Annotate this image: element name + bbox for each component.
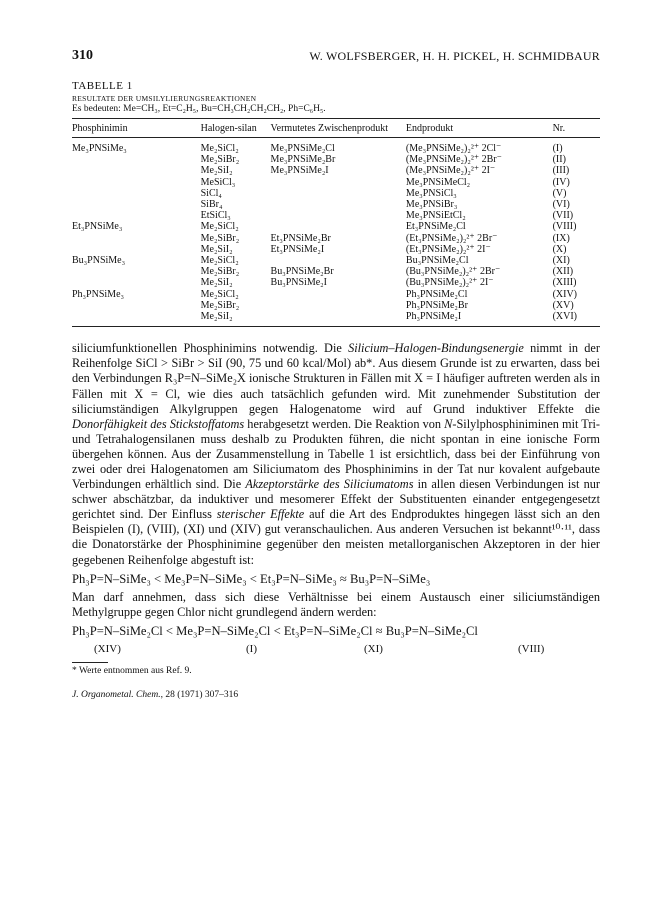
table-cell: (Me₃PNSiMe₂)₂²⁺ 2Cl⁻ xyxy=(405,143,502,154)
compound-label: (XIV) xyxy=(94,643,121,656)
emphasized-text: Akzeptorstärke des Siliciumatoms xyxy=(245,477,414,492)
table-cell: Me₃PNSiMeCl₂ xyxy=(405,176,471,188)
table-cell: Me₂SiI₂ xyxy=(200,277,233,289)
table-cell: Me₂SiCl₂ xyxy=(200,221,239,233)
table-cell: (XII) xyxy=(552,266,574,278)
table-title: TABELLE 1 xyxy=(72,80,133,92)
table-cell xyxy=(271,221,406,232)
table-cell xyxy=(271,289,406,300)
emphasized-text: sterischer Effekte xyxy=(216,507,305,522)
table-cell: Et₃PNSiMe₂Cl xyxy=(405,221,466,233)
table-cell: Me₂SiI₂ xyxy=(200,165,233,177)
table-cell: (II) xyxy=(552,154,566,166)
table-cell: (VII) xyxy=(552,210,574,222)
table-cell: (Bu₃PNSiMe₂)₂²⁺ 2Br⁻ xyxy=(405,266,501,278)
table-cell xyxy=(72,165,201,176)
table-cell: (X) xyxy=(552,243,567,255)
table-cell: Me₃PNSiEtCl₂ xyxy=(405,210,466,222)
table-cell: Me₂SiBr₂ xyxy=(200,232,240,244)
table-cell: (XV) xyxy=(552,299,574,311)
paragraph xyxy=(72,341,600,567)
table-cell xyxy=(72,277,201,288)
table-row xyxy=(72,233,600,244)
table-cell: Me₃PNSiMe₃ xyxy=(72,143,127,154)
table-cell: Me₂SiCl₂ xyxy=(200,143,239,154)
table-row xyxy=(72,266,600,277)
table-cell: (XVI) xyxy=(552,311,578,323)
results-table xyxy=(72,118,600,327)
table-cell xyxy=(72,210,201,221)
table-cell xyxy=(271,255,406,266)
compound-label: (I) xyxy=(246,643,257,656)
table-row xyxy=(72,244,600,255)
table-row xyxy=(72,311,600,327)
chloro-series-equation: Ph₃P=N–SiMe₂Cl < Me₃P=N–SiMe₂Cl < Et₃P=N–SiMe₂Cl ≈ Bu₃P=N–SiMe₂Cl xyxy=(72,623,478,638)
text-run: auf die Art des Endproduktes hingegen lässt sich an den Beispielen (I), (VIII), (XI) und (XIV) gut veranschaulichen. Aus anderen Versuchen ist bekannt¹⁰·¹¹, dass die Donatorstärke der Phosphinimine gegenüber den meisten metallorganischen Akzeptoren in der hier gegebenen Reihenfolge abgestuft ist: xyxy=(72,507,600,567)
compound-label: (VIII) xyxy=(518,643,545,656)
table-cell xyxy=(72,311,201,327)
table-cell: Me₂SiCl₂ xyxy=(200,255,239,267)
table-cell: Me₂SiBr₂ xyxy=(200,154,240,166)
table-cell xyxy=(271,210,406,221)
column-header: Nr. xyxy=(552,123,566,134)
body-text xyxy=(72,341,600,658)
table-row xyxy=(72,210,600,221)
table-cell: Bu₃PNSiMe₂Cl xyxy=(405,255,469,267)
page-number: 310 xyxy=(72,48,93,63)
text-run: in allen diesen Verbindungen ist nur schwer abschätzbar, da induktiver und mesomerer Effekt der Substituenten einander entgegengesetzt gerichtet sind. Der Einfluss xyxy=(72,477,601,522)
table-row xyxy=(72,138,600,155)
table-cell: Ph₃PNSiMe₂Cl xyxy=(405,288,468,300)
table-cell: Me₂SiBr₂ xyxy=(200,299,240,311)
table-cell: Bu₃PNSiMe₂Br xyxy=(270,266,334,278)
table-row xyxy=(72,188,600,199)
running-header xyxy=(72,44,600,64)
table-cell: (Et₃PNSiMe₂)₂²⁺ 2Br⁻ xyxy=(405,232,498,244)
table-row xyxy=(72,221,600,232)
table-cell: (Me₃PNSiMe₂)₂²⁺ 2I⁻ xyxy=(405,165,496,177)
text-run: nimmt in der Reihenfolge SiCl > SiBr > SiI (90, 75 und 60 kcal/Mol) ab*. Aus diesem Grunde ist zu erwarten, dass bei den Verbindungen R₃P=N–SiMe₂X ionische Strukturen in Fällen mit X = I häufiger auftreten werden als in Fällen mit X = Cl, wie dies auch tatsächlich gefunden wird. Mit zunehmender Substitution der siliciumständigen Alkylgruppen gegen Halogenatome wird auf Grund induktiver Effekte die xyxy=(72,341,600,416)
table-cell xyxy=(271,311,406,327)
donor-series-equation: Ph₃P=N–SiMe₃ < Me₃P=N–SiMe₃ < Et₃P=N–SiMe₃ ≈ Bu₃P=N–SiMe₃ xyxy=(72,571,431,586)
journal-name: J. Organometal. Chem. xyxy=(72,690,161,701)
paper-page xyxy=(72,44,600,700)
table-row xyxy=(72,177,600,188)
table-row xyxy=(72,277,600,288)
emphasized-text: Silicium–Halogen-Bindungsenergie xyxy=(348,341,524,356)
table-cell: (III) xyxy=(552,165,570,177)
table-cell: Ph₃PNSiMe₂I xyxy=(405,311,462,323)
table-cell xyxy=(72,266,201,277)
table-cell: (Et₃PNSiMe₂)₂²⁺ 2I⁻ xyxy=(405,243,491,255)
table-cell xyxy=(271,177,406,188)
text-run: -Silylphosphiniminen mit Tri- und Tetrahalogensilanen muss deshalb zu Produkten führen, die nicht spontan in eine ionische Form übergehen können. Aus der Zusammenstellung in Tabelle 1 ist ersichtlich, dass bei der Einführung von zwei oder drei Halogenatomen am Siliciumatom des Phosphinimins in der Tat nur kovalent aufgebaute Verbindungen erhältlich sind. Die xyxy=(72,416,600,492)
table-cell: (IV) xyxy=(552,176,570,188)
table-cell: Et₃PNSiMe₂I xyxy=(270,243,325,255)
table-cell: (Me₃PNSiMe₂)₂²⁺ 2Br⁻ xyxy=(405,154,502,166)
emphasized-text: N xyxy=(444,416,453,431)
table-cell: Ph₃PNSiMe₂Br xyxy=(405,299,468,311)
table-cell: Me₂SiI₂ xyxy=(200,243,233,255)
table-cell: Bu₃PNSiMe₂I xyxy=(270,277,327,289)
table-cell: Et₃PNSiMe₂Br xyxy=(270,232,331,244)
table-cell xyxy=(72,199,201,210)
table-cell xyxy=(72,244,201,255)
table-cell: (V) xyxy=(552,187,567,199)
text-run: herabgesetzt werden. Die Reaktion von xyxy=(244,416,445,431)
table-cell: Ph₃PNSiMe₃ xyxy=(72,288,124,300)
footnote: * Werte entnommen aus Ref. 9. xyxy=(72,666,192,677)
table-row xyxy=(72,289,600,300)
table-cell: SiCl₄ xyxy=(200,187,222,199)
table-cell xyxy=(271,188,406,199)
table-cell: Me₃PNSiCl₃ xyxy=(405,187,457,199)
table-cell: (VI) xyxy=(552,199,570,211)
author-line: W. WOLFSBERGER, H. H. PICKEL, H. SCHMIDBAUR xyxy=(309,49,600,63)
emphasized-text: Donorfähigkeit des Stickstoffatoms xyxy=(72,416,245,431)
table-cell xyxy=(72,300,201,311)
table-cell: EtSiCl₃ xyxy=(200,210,231,222)
paragraph: Man darf annehmen, dass sich diese Verhältnisse bei einem Austausch einer siliciumständigen Methylgruppe gegen Chlor nicht grundlegend ändern werden: xyxy=(72,589,600,619)
column-header: Vermutetes Zwischenprodukt xyxy=(270,123,389,134)
column-header: Endprodukt xyxy=(405,123,454,134)
table-row xyxy=(72,255,600,266)
table-cell: MeSiCl₃ xyxy=(200,176,236,188)
table-cell xyxy=(72,154,201,165)
table-cell: Me₂SiI₂ xyxy=(200,311,233,323)
table-row xyxy=(72,154,600,165)
table-row xyxy=(72,300,600,311)
table-cell xyxy=(271,199,406,210)
table-cell: (XIII) xyxy=(552,277,577,289)
table-cell xyxy=(271,300,406,311)
table-row xyxy=(72,165,600,176)
table-cell: (Bu₃PNSiMe₂)₂²⁺ 2I⁻ xyxy=(405,277,494,289)
table-cell xyxy=(72,233,201,244)
table-cell: Me₃PNSiMe₂I xyxy=(270,165,329,177)
column-header: Halogen-silan xyxy=(200,123,257,134)
table-cell: Et₃PNSiMe₃ xyxy=(72,221,123,233)
table-row xyxy=(72,199,600,210)
table-cell: Bu₃PNSiMe₃ xyxy=(72,255,126,267)
table-cell xyxy=(72,177,201,188)
table-cell: Me₃PNSiMe₂Br xyxy=(270,154,336,166)
journal-citation xyxy=(72,690,600,700)
table-cell: (XIV) xyxy=(552,288,578,300)
table-cell: Me₃PNSiBr₃ xyxy=(405,199,458,211)
table-abbreviations: Es bedeuten: Me=CH₃, Et=C₂H₅, Bu=CH₃CH₂CH₂CH₂, Ph=C₆H₅. xyxy=(72,104,326,114)
table-cell: (VIII) xyxy=(552,221,577,233)
table-header-row xyxy=(72,119,600,138)
table-cell: Me₂SiCl₂ xyxy=(200,288,239,300)
compound-label: (XI) xyxy=(364,643,383,656)
text-run: siliciumfunktionellen Phosphinimins notwendig. Die xyxy=(72,341,349,356)
column-header: Phosphinimin xyxy=(72,123,128,134)
table-cell: (IX) xyxy=(552,232,570,244)
table-cell: SiBr₄ xyxy=(200,199,223,211)
table-cell: (I) xyxy=(552,143,563,154)
equation-labels xyxy=(72,642,600,658)
journal-volume: , 28 (1971) 307–316 xyxy=(160,690,239,701)
footnote-rule xyxy=(72,662,108,663)
table-subtitle: RESULTATE DER UMSILYLIERUNGSREAKTIONEN xyxy=(72,94,257,103)
table-cell xyxy=(72,188,201,199)
table-cell: (XI) xyxy=(552,255,570,267)
table-cell: Me₃PNSiMe₂Cl xyxy=(270,143,335,154)
table-cell: Me₂SiBr₂ xyxy=(200,266,240,278)
